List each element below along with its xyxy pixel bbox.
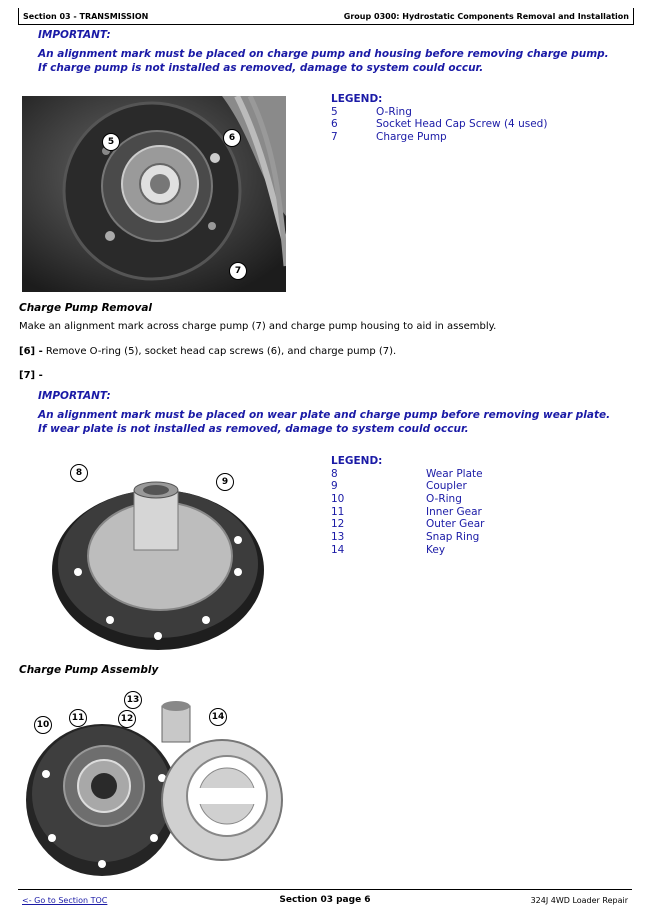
section-title: Section 03 - TRANSMISSION (23, 12, 149, 21)
legend-label: Snap Ring (426, 531, 480, 544)
legend-label: Inner Gear (426, 505, 482, 518)
important-text: An alignment mark must be placed on wear plate and charge pump before removing wear plate. If wear plate is not installed as removed, damage to system could occur. (38, 409, 611, 435)
page-footer (18, 889, 632, 908)
legend-num: 10 (331, 493, 345, 506)
legend-num: 7 (331, 131, 338, 144)
legend-num: 14 (331, 543, 345, 556)
book-title: 324J 4WD Loader Repair (530, 896, 628, 905)
legend-2 (331, 455, 485, 557)
legend-label: Coupler (426, 480, 467, 493)
legend-label: Key (426, 543, 446, 556)
callout-5: 5 (102, 133, 120, 151)
charge-pump-photo-illustration (22, 96, 286, 292)
group-title: Group 0300: Hydrostatic Components Removal and Installation (343, 12, 629, 21)
legend-1 (331, 93, 548, 144)
step-text: Remove O-ring (5), socket head cap screws (6), and charge pump (7). (42, 346, 397, 357)
callout-6: 6 (223, 129, 241, 147)
legend-num: 6 (331, 118, 338, 131)
legend-title: LEGEND: (331, 455, 383, 467)
wear-plate-photo-illustration (48, 460, 268, 656)
legend-num: 9 (331, 480, 338, 493)
legend-num: 11 (331, 505, 345, 518)
legend-label: Charge Pump (376, 131, 447, 144)
wear-plate-photo (48, 460, 268, 656)
legend-num: 8 (331, 467, 338, 480)
important-title: IMPORTANT: (38, 390, 111, 402)
important-note-1 (38, 28, 618, 75)
legend-label: Outer Gear (426, 518, 485, 531)
callout-7: 7 (229, 262, 247, 280)
callout-13: 13 (124, 691, 142, 709)
step-number: [7] - (19, 370, 43, 381)
important-title: IMPORTANT: (38, 29, 111, 41)
callout-11: 11 (69, 709, 87, 727)
step-6 (19, 346, 396, 357)
legend-num: 13 (331, 531, 345, 544)
exploded-assembly-illustration (22, 688, 292, 883)
charge-pump-photo (22, 96, 286, 292)
callout-12: 12 (118, 710, 136, 728)
legend-num: 12 (331, 518, 345, 531)
page-header (18, 8, 634, 25)
removal-heading: Charge Pump Removal (19, 302, 153, 314)
important-note-2 (38, 389, 618, 436)
callout-8: 8 (70, 464, 88, 482)
step-number: [6] - (19, 346, 43, 357)
legend-title: LEGEND: (331, 93, 383, 105)
callout-14: 14 (209, 708, 227, 726)
important-text: An alignment mark must be placed on charge pump and housing before removing charge pump. If charge pump is not installed as removed, damage to system could occur. (38, 48, 609, 74)
page-number: Section 03 page 6 (279, 895, 371, 905)
legend-label: O-Ring (426, 493, 462, 506)
exploded-assembly-photo (22, 688, 292, 883)
step-7 (19, 370, 43, 381)
callout-9: 9 (216, 473, 234, 491)
legend-num: 5 (331, 105, 338, 118)
legend-label: O-Ring (376, 105, 412, 118)
callout-10: 10 (34, 716, 52, 734)
assembly-heading: Charge Pump Assembly (19, 664, 159, 676)
removal-paragraph: Make an alignment mark across charge pump (7) and charge pump housing to aid in assembly. (19, 321, 497, 332)
legend-label: Wear Plate (426, 467, 483, 480)
legend-label: Socket Head Cap Screw (4 used) (376, 118, 548, 131)
section-toc-link[interactable]: <- Go to Section TOC (22, 896, 108, 905)
